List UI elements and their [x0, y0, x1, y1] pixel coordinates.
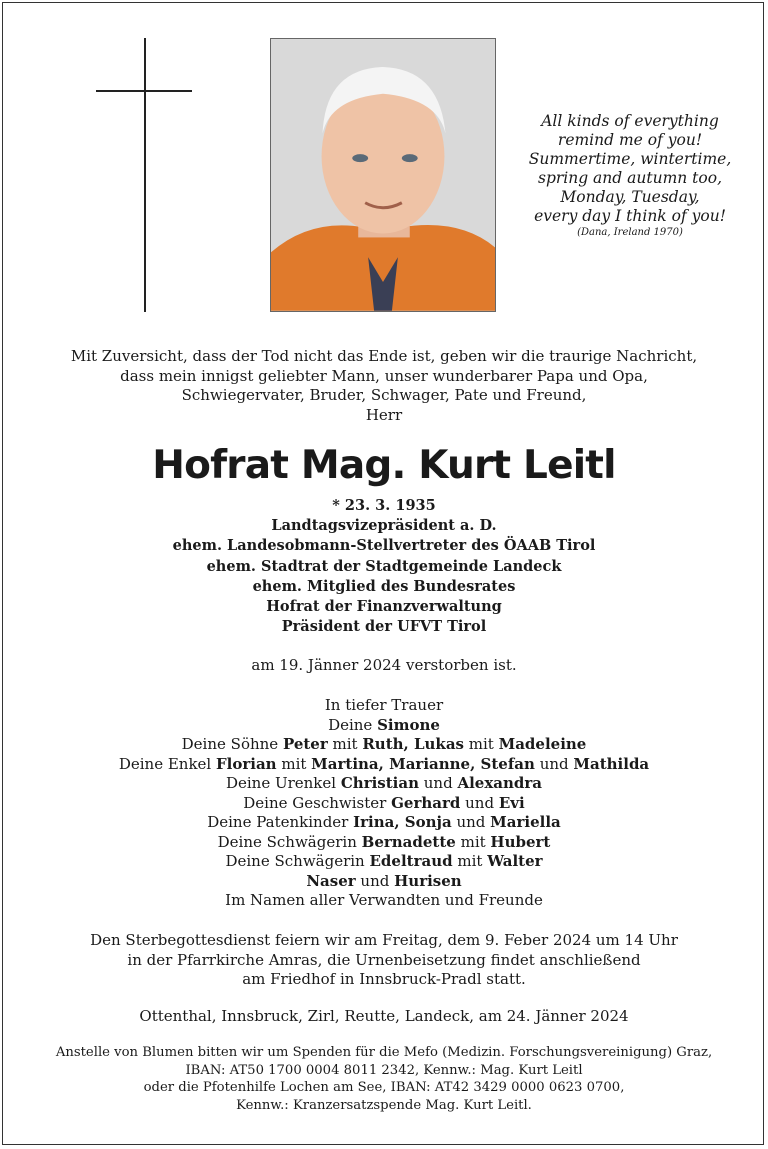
mourner-text: und [460, 793, 499, 812]
mourner-text: Deine Enkel [118, 754, 216, 773]
mourner-name: Irina, Sonja [353, 813, 452, 831]
deceased-name: Hofrat Mag. Kurt Leitl [152, 443, 616, 488]
mourner-line [0, 774, 768, 794]
mourner-name: Florian [215, 754, 277, 773]
death-date: am 19. Jänner 2024 verstorben ist. [251, 656, 517, 674]
mourners-list [0, 696, 768, 911]
intro-line: Mit Zuversicht, dass der Tod nicht das Ende ist, geben wir die traurige Nachricht, [70, 347, 698, 365]
mourner-text: und [534, 754, 574, 773]
mourner-text: und [451, 813, 491, 831]
cross-horizontal [96, 90, 192, 92]
service-line: am Friedhof in Innsbruck-Pradl statt. [242, 970, 526, 988]
mourner-line [0, 755, 768, 775]
mourner-text: Deine [328, 715, 378, 734]
quote-block [520, 112, 740, 240]
donation-line: Anstelle von Blumen bitten wir um Spenden für die Mefo (Medizin. Forschungsvereinigung) Graz, [55, 1045, 713, 1060]
mourner-name: Martina, Marianne, Stefan [311, 754, 535, 773]
mourner-name: Walter [487, 852, 543, 870]
mourner-text: Deine Patenkinder [207, 813, 354, 831]
mourner-text: mit [327, 735, 363, 753]
intro-line: dass mein innigst geliebter Mann, unser wunderbarer Papa und Opa, [120, 366, 648, 385]
mourner-name: Ruth, Lukas [362, 735, 464, 753]
mourner-name: Simone [377, 715, 440, 734]
mourner-name: Mariella [490, 813, 561, 831]
mourner-line [0, 813, 768, 833]
quote-line: Monday, Tuesday, [560, 188, 700, 206]
mourner-text: Deine Geschwister [243, 793, 392, 812]
intro-line: Herr [365, 405, 403, 424]
quote-line: Summertime, wintertime, [528, 150, 732, 168]
mourning-intro: In tiefer Trauer [324, 696, 444, 714]
quote-line: every day I think of you! [534, 207, 726, 225]
mourner-text: mit [452, 852, 488, 870]
mourner-line [0, 833, 768, 853]
mourner-line [0, 872, 768, 892]
mourner-name: Edeltraud [369, 852, 453, 870]
cross-vertical [144, 38, 146, 312]
place-date: Ottenthal, Innsbruck, Zirl, Reutte, Landeck, am 24. Jänner 2024 [139, 1007, 629, 1025]
mourner-name: Hubert [490, 832, 551, 851]
portrait-illustration [271, 39, 495, 311]
service-line: in der Pfarrkirche Amras, die Urnenbeisetzung findet anschließend [127, 950, 641, 969]
donation-info [0, 1044, 768, 1114]
mourner-line [0, 794, 768, 814]
title-line: Präsident der UFVT Tirol [281, 618, 487, 636]
quote-line: remind me of you! [557, 131, 703, 149]
mourner-name: Gerhard [391, 793, 461, 812]
mourner-name: Naser [306, 871, 356, 890]
mourner-text: Deine Urenkel [225, 774, 341, 792]
intro-text [0, 347, 768, 425]
service-info [0, 931, 768, 990]
mourner-text: mit [464, 735, 499, 753]
title-line: ehem. Stadtrat der Stadtgemeinde Landeck [206, 557, 562, 575]
mourner-name: Madeleine [498, 735, 587, 753]
mourner-line [0, 735, 768, 755]
title-line: ehem. Landesobmann-Stellvertreter des ÖAAB Tirol [172, 537, 596, 555]
mourner-text: und [419, 774, 458, 792]
mourner-text: mit [455, 832, 491, 851]
mourner-name: Bernadette [361, 832, 456, 851]
quote-line: spring and autumn too, [537, 169, 722, 187]
donation-line: Kennw.: Kranzersatzspende Mag. Kurt Leitl. [236, 1097, 532, 1113]
title-line: Hofrat der Finanzverwaltung [266, 598, 502, 616]
quote-line: All kinds of everything [541, 112, 719, 130]
mourner-text: und [355, 871, 395, 890]
mourner-text: Im Namen aller Verwandten und Freunde [225, 891, 543, 909]
quote-source: (Dana, Ireland 1970) [577, 227, 683, 238]
mourner-text: Deine Schwägerin [217, 832, 362, 851]
quote-lines [520, 112, 740, 226]
mourner-text: Deine Söhne [181, 735, 283, 753]
donation-line: IBAN: AT50 1700 0004 8011 2342, Kennw.: Mag. Kurt Leitl [185, 1062, 583, 1078]
mourner-name: Evi [498, 793, 525, 812]
mourner-name: Christian [340, 774, 419, 792]
mourner-text: mit [276, 754, 312, 773]
service-line: Den Sterbegottesdienst feiern wir am Freitag, dem 9. Feber 2024 um 14 Uhr [90, 931, 678, 949]
intro-line: Schwiegervater, Bruder, Schwager, Pate und Freund, [181, 386, 587, 404]
title-line: * 23. 3. 1935 [332, 497, 436, 514]
mourner-line [0, 891, 768, 911]
mourner-line [0, 716, 768, 736]
mourner-name: Alexandra [457, 774, 543, 792]
mourner-line [0, 852, 768, 872]
mourner-name: Hurisen [394, 871, 462, 890]
mourner-text: Deine Schwägerin [225, 852, 370, 870]
title-line: ehem. Mitglied des Bundesrates [252, 577, 516, 595]
title-line: Landtagsvizepräsident a. D. [271, 517, 497, 535]
mourner-name: Peter [282, 735, 328, 753]
donation-line: oder die Pfotenhilfe Lochen am See, IBAN: AT42 3429 0000 0623 0700, [143, 1080, 625, 1095]
mourner-name: Mathilda [573, 754, 650, 773]
titles-list [0, 496, 768, 637]
portrait-photo [270, 38, 496, 312]
